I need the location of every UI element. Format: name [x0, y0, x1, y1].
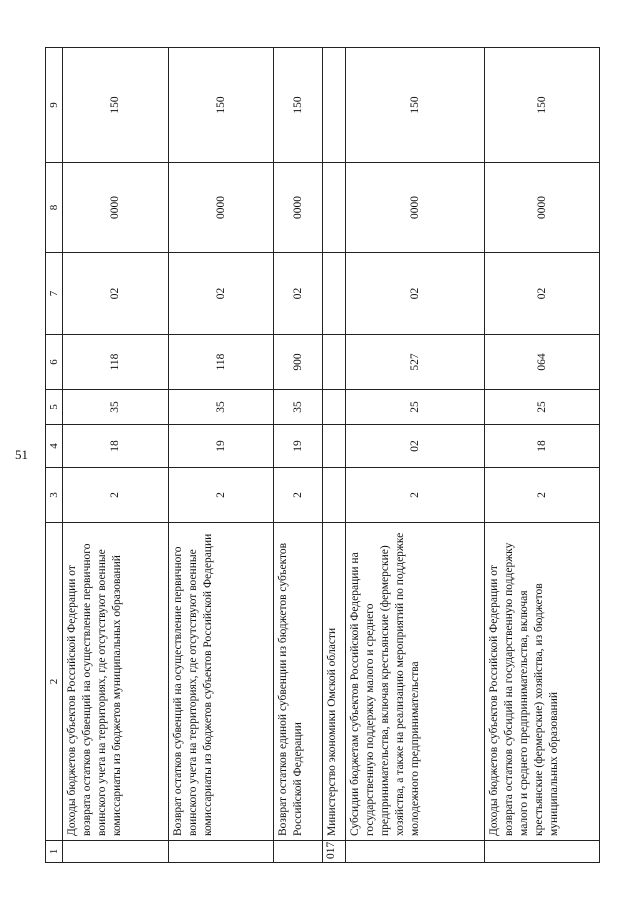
cell-code	[322, 48, 345, 163]
cell-code	[322, 468, 345, 523]
table-row	[484, 48, 599, 863]
cell-code: 25	[345, 390, 484, 425]
page-number: 51	[15, 447, 28, 462]
cell-code	[322, 253, 345, 335]
cell-code: 2	[484, 468, 599, 523]
cell-code: 2	[345, 468, 484, 523]
cell-code	[322, 335, 345, 390]
table-row	[168, 48, 274, 863]
cell-code: 0000	[345, 163, 484, 253]
cell-name: Возврат остатков субвенций на осуществление первичного воинского учета на территориях, где отсутствуют военные комиссариаты из бюджетов субъектов Российской Федерации	[168, 523, 274, 841]
cell-admin-code	[63, 841, 169, 863]
cell-code: 02	[345, 253, 484, 335]
cell-code: 527	[345, 335, 484, 390]
cell-code: 35	[168, 390, 274, 425]
cell-name: Министерство экономики Омской области	[322, 523, 345, 841]
cell-code: 2	[63, 468, 169, 523]
budget-classification-table-rotated	[45, 48, 600, 863]
column-header: 7	[46, 253, 63, 335]
column-header: 4	[46, 425, 63, 468]
cell-code: 150	[63, 48, 169, 163]
cell-code	[322, 425, 345, 468]
cell-name: Доходы бюджетов субъектов Российской Федерации от возврата остатков субсидий на государственную поддержку малого и среднего предпринимательства, включая крестьянские (фермерские) хозяйства, из бюджетов муниципальных образований	[484, 523, 599, 841]
column-header: 5	[46, 390, 63, 425]
table-row	[345, 48, 484, 863]
cell-code: 0000	[274, 163, 323, 253]
cell-code: 02	[63, 253, 169, 335]
cell-admin-code	[168, 841, 274, 863]
column-header: 6	[46, 335, 63, 390]
cell-code	[322, 390, 345, 425]
cell-admin-code	[345, 841, 484, 863]
cell-admin-code	[484, 841, 599, 863]
cell-code: 19	[274, 425, 323, 468]
table-row	[63, 48, 169, 863]
cell-code: 150	[274, 48, 323, 163]
column-header: 9	[46, 48, 63, 163]
cell-code: 02	[274, 253, 323, 335]
cell-code: 064	[484, 335, 599, 390]
cell-name: Возврат остатков единой субвенции из бюджетов субъектов Российской Федерации	[274, 523, 323, 841]
table-row	[274, 48, 323, 863]
budget-classification-table	[45, 47, 600, 863]
cell-code: 35	[274, 390, 323, 425]
column-header: 8	[46, 163, 63, 253]
cell-code: 25	[484, 390, 599, 425]
cell-code: 150	[484, 48, 599, 163]
cell-code: 2	[168, 468, 274, 523]
cell-code: 19	[168, 425, 274, 468]
cell-code: 0000	[168, 163, 274, 253]
cell-code: 0000	[63, 163, 169, 253]
cell-code: 2	[274, 468, 323, 523]
cell-code: 18	[484, 425, 599, 468]
cell-code: 35	[63, 390, 169, 425]
cell-admin-code	[274, 841, 323, 863]
cell-code: 118	[168, 335, 274, 390]
cell-code: 150	[345, 48, 484, 163]
cell-code: 02	[168, 253, 274, 335]
column-header: 1	[46, 841, 63, 863]
column-header: 3	[46, 468, 63, 523]
cell-admin-code: 017	[322, 841, 345, 863]
cell-name: Доходы бюджетов субъектов Российской Федерации от возврата остатков субвенций на осуществление первичного воинского учета на территориях, где отсутствуют военные комиссариаты из бюджетов муниципальных образований	[63, 523, 169, 841]
table-row	[322, 48, 345, 863]
cell-code	[322, 163, 345, 253]
cell-name: Субсидии бюджетам субъектов Российской Федерации на государственную поддержку малого и среднего предпринимательства, включая крестьянские (фермерские) хозяйства, а также на реализацию мероприятий по поддержке молодежного предпринимательства	[345, 523, 484, 841]
cell-code: 02	[484, 253, 599, 335]
cell-code: 18	[63, 425, 169, 468]
column-header: 2	[46, 523, 63, 841]
cell-code: 0000	[484, 163, 599, 253]
header-row	[46, 48, 63, 863]
cell-code: 900	[274, 335, 323, 390]
cell-code: 118	[63, 335, 169, 390]
cell-code: 02	[345, 425, 484, 468]
cell-code: 150	[168, 48, 274, 163]
